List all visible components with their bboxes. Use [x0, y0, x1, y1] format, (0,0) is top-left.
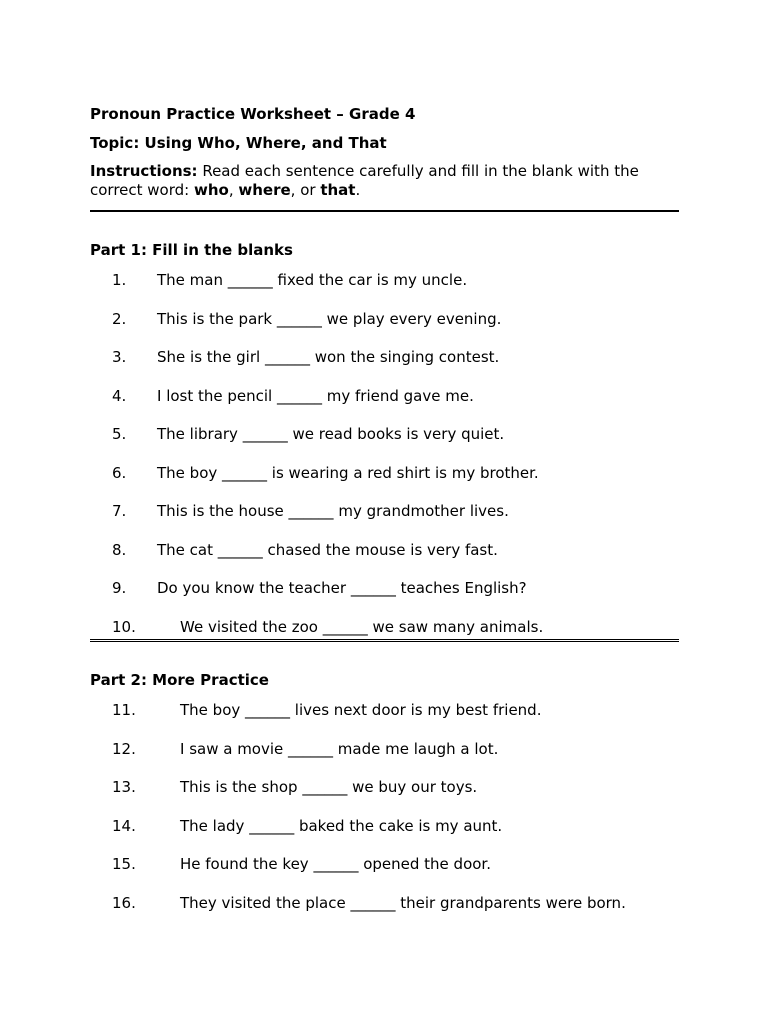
instructions-text: Read each sentence carefully and fill in the blank with the correct word: — [90, 162, 639, 199]
question-item — [90, 816, 679, 836]
question-number: 13. — [112, 778, 136, 796]
question-number: 7. — [112, 502, 127, 520]
instructions-word-where: where — [238, 181, 291, 199]
question-number: 15. — [112, 855, 136, 873]
question-number: 2. — [112, 309, 127, 328]
question-item — [90, 854, 679, 874]
question-text: This is the shop ______ we buy our toys. — [180, 778, 478, 796]
question-item — [90, 424, 679, 444]
question-text: The boy ______ is wearing a red shirt is my brother. — [157, 463, 539, 482]
question-number: 4. — [112, 386, 127, 405]
question-item — [90, 578, 679, 598]
question-number: 14. — [112, 816, 136, 835]
worksheet-topic: Topic: Using Who, Where, and That — [90, 134, 387, 152]
instructions-word-who: who — [193, 181, 229, 199]
question-text: They visited the place ______ their grandparents were born. — [180, 893, 626, 912]
worksheet-title: Pronoun Practice Worksheet – Grade 4 — [90, 105, 416, 123]
question-item — [90, 463, 679, 483]
question-text: I saw a movie ______ made me laugh a lot. — [180, 739, 499, 758]
part2-question-list — [90, 700, 679, 913]
question-item — [90, 700, 679, 720]
instructions-label: Instructions: — [90, 162, 198, 180]
question-text: Do you know the teacher ______ teaches English? — [157, 579, 527, 597]
question-number: 10. — [112, 617, 136, 636]
question-item — [90, 777, 679, 797]
question-item — [90, 540, 679, 560]
question-item — [90, 501, 679, 521]
question-number: 11. — [112, 701, 136, 719]
question-item — [90, 893, 679, 913]
instructions-word-that: that — [320, 181, 356, 199]
question-text: He found the key ______ opened the door. — [180, 855, 491, 873]
question-item — [90, 309, 679, 329]
question-item — [90, 347, 679, 367]
question-text: The cat ______ chased the mouse is very fast. — [157, 540, 498, 559]
question-number: 5. — [112, 425, 127, 443]
question-text: The library ______ we read books is very quiet. — [157, 425, 505, 443]
question-item — [90, 739, 679, 759]
instructions-separator: , or — [290, 181, 321, 199]
question-text: I lost the pencil ______ my friend gave me. — [157, 386, 474, 405]
question-text: This is the park ______ we play every evening. — [157, 309, 502, 328]
question-text: She is the girl ______ won the singing contest. — [157, 348, 500, 366]
instructions-separator: , — [228, 181, 239, 199]
question-number: 6. — [112, 463, 127, 482]
worksheet-page — [90, 104, 679, 913]
question-item — [90, 617, 679, 637]
part2-heading: Part 2: More Practice — [90, 671, 269, 689]
question-item — [90, 270, 679, 290]
question-text: The lady ______ baked the cake is my aunt. — [180, 816, 503, 835]
question-text: We visited the zoo ______ we saw many animals. — [180, 617, 544, 636]
part1-question-list — [90, 270, 679, 637]
question-number: 16. — [112, 893, 136, 912]
question-number: 8. — [112, 540, 127, 559]
question-number: 1. — [112, 271, 127, 289]
header-divider — [90, 210, 679, 212]
question-text: This is the house ______ my grandmother lives. — [157, 502, 509, 520]
question-text: The boy ______ lives next door is my best friend. — [180, 701, 542, 719]
instructions — [90, 162, 679, 200]
question-number: 3. — [112, 348, 127, 366]
instructions-end: . — [355, 181, 361, 199]
question-item — [90, 386, 679, 406]
question-number: 9. — [112, 579, 127, 597]
part1-heading: Part 1: Fill in the blanks — [90, 241, 293, 259]
question-number: 12. — [112, 739, 136, 758]
question-text: The man ______ fixed the car is my uncle. — [157, 271, 468, 289]
part-divider — [90, 639, 679, 643]
